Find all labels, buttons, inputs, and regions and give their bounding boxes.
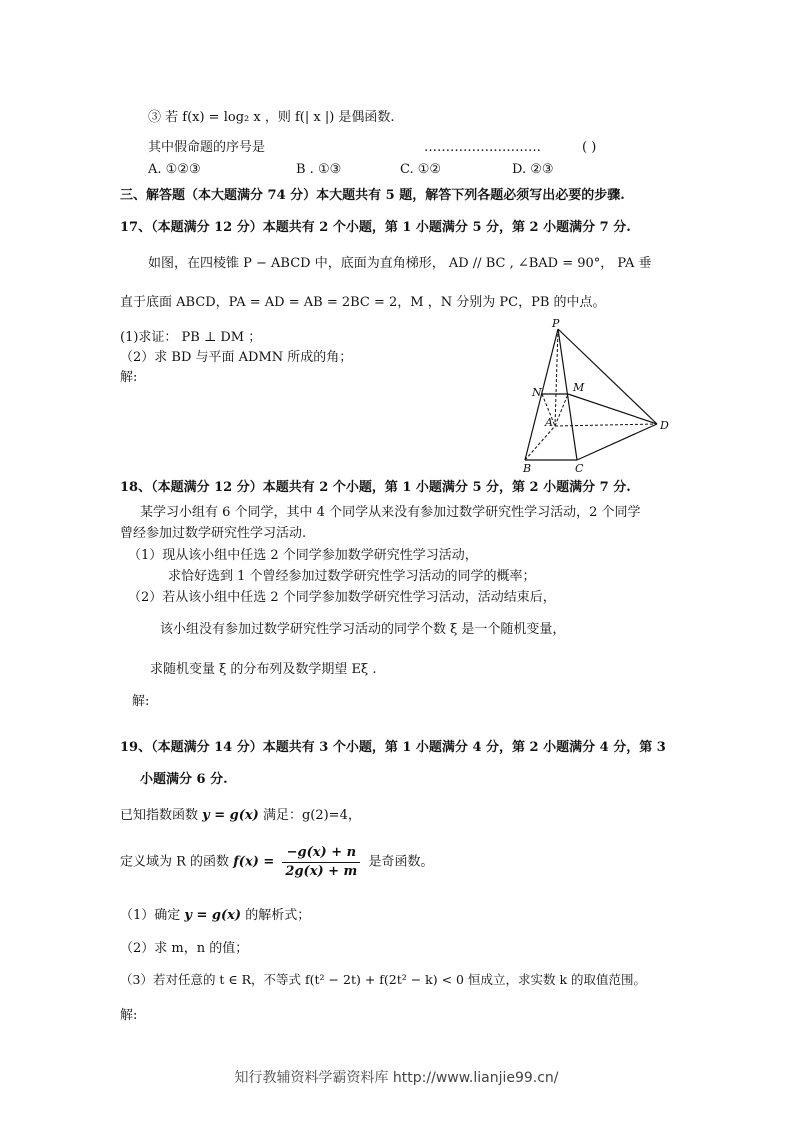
pyramid-figure	[515, 318, 675, 476]
q17-line1: 如图，在四棱锥 P − ABCD 中，底面为直角梯形， AD // BC , ∠BAD = 90°， PA 垂	[148, 256, 652, 271]
q19-def-pre: 定义域为 R 的函数	[120, 854, 230, 870]
edge-am	[555, 394, 568, 426]
q16-answer-paren: ( )	[582, 140, 597, 155]
q16-option-c: C. ①②	[400, 162, 442, 177]
q19-part3: （3）若对任意的 t ∈ R，不等式 f(t² − 2t) + f(2t² − k) < 0 恒成立，求实数 k 的取值范围。	[120, 972, 646, 987]
label-n: N	[532, 386, 542, 399]
q19-part1	[120, 908, 310, 924]
label-p: P	[552, 318, 560, 330]
q19-part1-pre: （1）确定	[120, 908, 181, 923]
edge-pd	[558, 329, 657, 424]
q18-intro2: 曾经参加过数学研究性学习活动.	[120, 526, 307, 541]
q18-part2b: 该小组没有参加过数学研究性学习活动的同学个数 ξ 是一个随机变量，	[160, 622, 566, 637]
q18-part2c: 求随机变量 ξ 的分布列及数学期望 Eξ .	[150, 662, 377, 677]
q19-answer-label: 解:	[120, 1008, 138, 1023]
q19-fraction	[282, 845, 360, 879]
q19-given	[120, 808, 361, 824]
section3-heading: 三、解答题（本大题满分 74 分）本大题共有 5 题，解答下列各题必须写出必要的步骤.	[120, 188, 625, 203]
edge-cd	[577, 424, 657, 460]
q17-answer-label: 解:	[120, 370, 138, 385]
edge-pa	[555, 329, 558, 426]
q19-given-fn: y = g(x)	[202, 808, 259, 823]
label-a: A	[545, 416, 553, 429]
q19-definition	[120, 845, 433, 879]
q17-line2: 直于底面 ABCD，PA = AD = AB = 2BC = 2，M ，N 分别为 PC，PB 的中点。	[120, 295, 606, 310]
label-b: B	[523, 462, 532, 475]
q19-def-post: 是奇函数。	[368, 854, 434, 870]
q16-item3: ③ 若 f(x) = log₂ x ，则 f(| x |) 是偶函数.	[148, 110, 395, 125]
edge-md	[568, 394, 657, 424]
q16-option-d: D. ②③	[512, 162, 554, 177]
label-d: D	[660, 419, 669, 432]
q19-def-fn: f(x) =	[233, 854, 275, 870]
q16-dots: ………………………	[424, 140, 541, 155]
q16-prompt: 其中假命题的序号是	[148, 140, 266, 155]
q19-fraction-numerator: −g(x) + n	[282, 845, 360, 863]
q19-header-line1: 19、（本题满分 14 分）本题共有 3 个小题，第 1 小题满分 4 分，第 2 小题满分 4 分，第 3	[120, 740, 666, 755]
q19-header-line2: 小题满分 6 分.	[140, 772, 228, 787]
q17-header: 17、（本题满分 12 分）本题共有 2 个小题，第 1 小题满分 5 分，第 2 小题满分 7 分.	[120, 220, 631, 235]
footer-watermark: 知行教辅资料学霸资料库 http://www.lianjie99.cn/	[234, 1070, 559, 1086]
edge-ad	[555, 424, 657, 426]
q18-intro1: 某学习小组有 6 个同学，其中 4 个同学从来没有参加过数学研究性学习活动，2 个同学	[140, 505, 641, 520]
q17-part1: (1)求证： PB ⊥ DM ；	[120, 330, 262, 345]
q19-given-pre: 已知指数函数	[120, 808, 199, 823]
label-c: C	[575, 462, 584, 475]
q19-part1-post: 的解析式；	[245, 908, 311, 923]
q18-part1b: 求恰好选到 1 个曾经参加过数学研究性学习活动的同学的概率；	[168, 569, 536, 584]
q16-option-b: B . ①③	[296, 162, 342, 177]
q19-fraction-denominator: 2g(x) + m	[285, 863, 358, 879]
q19-given-post: 满足：g(2)=4，	[262, 808, 361, 823]
label-m: M	[573, 381, 585, 394]
q18-part2a: （2）若从该小组中任选 2 个同学参加数学研究性学习活动，活动结束后，	[128, 590, 556, 605]
q18-answer-label: 解:	[132, 694, 150, 709]
q18-header: 18、（本题满分 12 分）本题共有 2 个小题，第 1 小题满分 5 分，第 2 小题满分 7 分.	[120, 480, 631, 495]
q16-option-a: A. ①②③	[148, 162, 201, 177]
q17-part2: （2）求 BD 与平面 ADMN 所成的角；	[120, 350, 353, 365]
q19-part1-fn: y = g(x)	[184, 908, 242, 923]
q18-part1a: （1）现从该小组中任选 2 个同学参加数学研究性学习活动，	[128, 548, 478, 563]
q19-part2: （2）求 m，n 的值；	[120, 941, 249, 956]
